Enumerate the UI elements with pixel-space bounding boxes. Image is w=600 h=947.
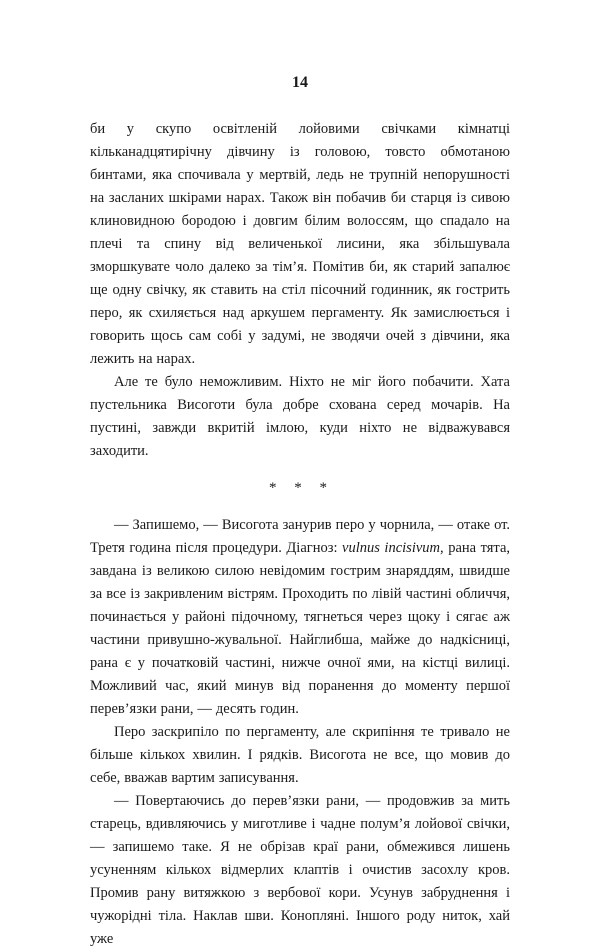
text-run: би у скупо освітленій лойовими свічками кімнатці кільканадцятирічну дівчину із головою, товсто обмотаною бинтами, яка спочивала у мертвій, ледь не трупній непорушності на засланих шкірами нарах. Також він побачив би старця із сивою клиновидною бородою і довгим білим волоссям, що спадало на плечі та спину від величенької лисини, яка збільшувала зморшкувате чоло далеко за тім’я. Помітив би, як старий запалює ще одну свічку, як ставить на стіл пісочний годинник, як гострить перо, як схиляється над аркушем пергаменту. Як замислюється і говорить щось сам собі у задумі, не зводячи очей з дівчини, яка лежить на нарах. bbox=[90, 121, 510, 367]
text-run: , рана тята, завдана із великою силою невідомим гострим знаряддям, швидше за все із закривленим вістрям. Проходить по лівій частині обличчя, починається у районі підочному, тягнеться через щоку і сягає аж частини привушно-жувальної. Найглибша, майже до надкісниці, рана є у початковій частині, нижче очної ями, на кістці вилиці. Можливий час, який минув від поранення до моменту першої перев’язки рани, — десять годин. bbox=[90, 540, 511, 717]
paragraph bbox=[90, 118, 510, 371]
text-run: — Повертаючись до перев’язки рани, — продовжив за мить старець, вдивляючись у миготливе і чадне полум’я лойової свічки, — запишемо таке. Я не обрізав краї рани, обмежився лишень усуненням кількох відмерлих клаптів і очистив засохлу кров. Промив рану витяжкою з вербової кори. Усунув забруднення і чужорідні тіла. Наклав шви. Конопляні. Іншого роду ниток, хай уже bbox=[90, 793, 510, 947]
paragraph bbox=[90, 721, 510, 790]
page-body bbox=[90, 118, 510, 947]
section-separator: * * * bbox=[269, 480, 331, 496]
text-run: Але те було неможливим. Ніхто не міг його побачити. Хата пустельника Висоготи була добре схована серед мочарів. На пустині, завжди вкритій імлою, куди ніхто не відважувався заходити. bbox=[90, 374, 510, 459]
paragraph bbox=[90, 790, 510, 947]
italic-text-run: vulnus incisivum bbox=[342, 540, 441, 556]
page-number: 14 bbox=[292, 74, 308, 91]
text-run: Перо заскрипіло по пергаменту, але скрипіння те тривало не більше кількох хвилин. І рядків. Висогота не все, що мовив до себе, вважав вартим записування. bbox=[90, 724, 510, 786]
text-run: — Запишемо, — Висогота занурив перо у чорнила, — отаке от. Третя година після процедури. Діагноз: bbox=[90, 517, 510, 556]
paragraph bbox=[90, 371, 510, 463]
paragraph bbox=[90, 514, 510, 721]
